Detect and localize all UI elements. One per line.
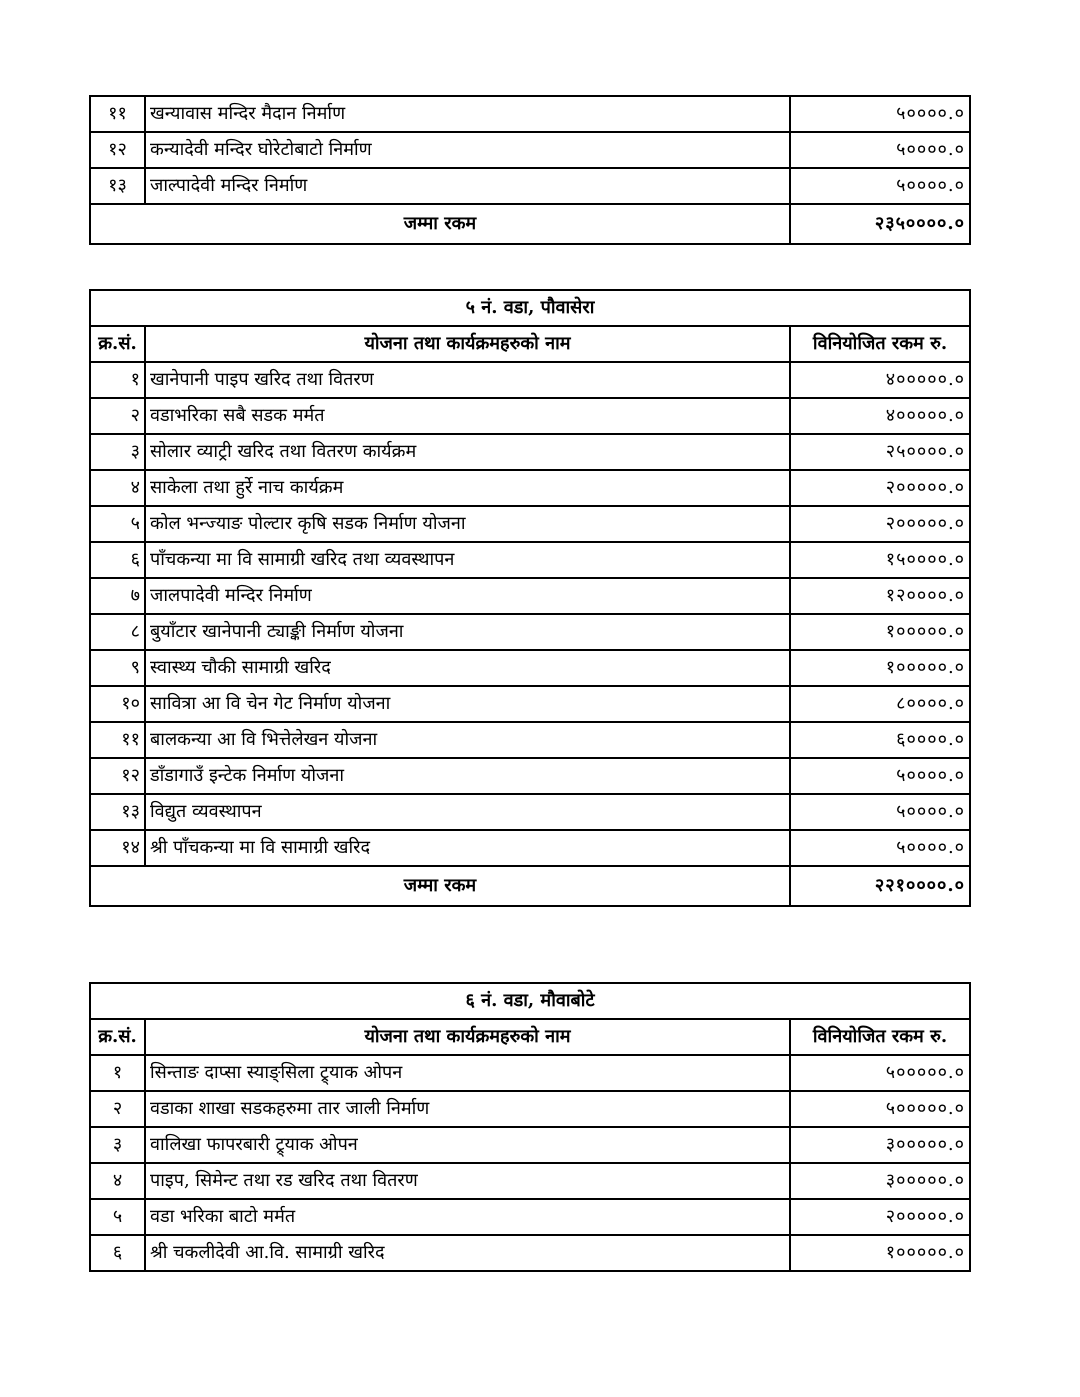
serial-number: १४ xyxy=(90,830,145,866)
project-name: विद्युत व्यवस्थापन xyxy=(145,794,790,830)
table-row xyxy=(90,132,970,168)
allocated-amount: ८००००.० xyxy=(790,686,970,722)
table-row xyxy=(90,362,970,398)
project-name: पाइप, सिमेन्ट तथा रड खरिद तथा वितरण xyxy=(145,1163,790,1199)
serial-number: २ xyxy=(90,398,145,434)
serial-number: १२ xyxy=(90,758,145,794)
header-serial: क्र.सं. xyxy=(90,1019,145,1055)
table-row xyxy=(90,506,970,542)
project-name: श्री पाँचकन्या मा वि सामाग्री खरिद xyxy=(145,830,790,866)
project-name: कन्यादेवी मन्दिर घोरेटोबाटो निर्माण xyxy=(145,132,790,168)
serial-number: ६ xyxy=(90,542,145,578)
allocated-amount: १०००००.० xyxy=(790,650,970,686)
total-label: जम्मा रकम xyxy=(90,866,790,906)
project-name: जालपादेवी मन्दिर निर्माण xyxy=(145,578,790,614)
table-header-row xyxy=(90,1019,970,1055)
allocated-amount: ५००००.० xyxy=(790,830,970,866)
serial-number: १ xyxy=(90,362,145,398)
ward-title: ६ नं. वडा, मौवाबोटे xyxy=(90,983,970,1019)
total-amount: २३५००००.० xyxy=(790,204,970,244)
serial-number: २ xyxy=(90,1091,145,1127)
project-name: जाल्पादेवी मन्दिर निर्माण xyxy=(145,168,790,204)
project-name: वडाभरिका सबै सडक मर्मत xyxy=(145,398,790,434)
allocated-amount: ५००००.० xyxy=(790,758,970,794)
allocated-amount: ३०००००.० xyxy=(790,1127,970,1163)
serial-number: १ xyxy=(90,1055,145,1091)
table-row xyxy=(90,1163,970,1199)
allocated-amount: ४०००००.० xyxy=(790,362,970,398)
header-amount: विनियोजित रकम रु. xyxy=(790,1019,970,1055)
allocated-amount: ५०००००.० xyxy=(790,1091,970,1127)
allocated-amount: ५००००.० xyxy=(790,132,970,168)
table-title-row xyxy=(90,983,970,1019)
allocated-amount: ५००००.० xyxy=(790,168,970,204)
serial-number: ११ xyxy=(90,722,145,758)
ward6-table xyxy=(89,982,971,1272)
allocated-amount: ४०००००.० xyxy=(790,398,970,434)
table-row xyxy=(90,1235,970,1271)
table-row xyxy=(90,434,970,470)
serial-number: ५ xyxy=(90,506,145,542)
project-name: साकेला तथा हुर्रे नाच कार्यक्रम xyxy=(145,470,790,506)
header-project-name: योजना तथा कार्यक्रमहरुको नाम xyxy=(145,326,790,362)
table-row xyxy=(90,686,970,722)
allocated-amount: १०००००.० xyxy=(790,1235,970,1271)
header-project-name: योजना तथा कार्यक्रमहरुको नाम xyxy=(145,1019,790,1055)
ward5-table xyxy=(89,289,971,907)
serial-number: ७ xyxy=(90,578,145,614)
serial-number: ४ xyxy=(90,470,145,506)
project-name: डाँडागाउँ इन्टेक निर्माण योजना xyxy=(145,758,790,794)
project-name: पाँचकन्या मा वि सामाग्री खरिद तथा व्यवस्थापन xyxy=(145,542,790,578)
project-name: सोलार व्याट्री खरिद तथा वितरण कार्यक्रम xyxy=(145,434,790,470)
allocated-amount: २०००००.० xyxy=(790,1199,970,1235)
header-serial: क्र.सं. xyxy=(90,326,145,362)
project-name: खन्यावास मन्दिर मैदान निर्माण xyxy=(145,96,790,132)
project-name: वालिखा फापरबारी ट्र्याक ओपन xyxy=(145,1127,790,1163)
table-row xyxy=(90,168,970,204)
project-name: वडा भरिका बाटो मर्मत xyxy=(145,1199,790,1235)
total-row xyxy=(90,204,970,244)
serial-number: ३ xyxy=(90,434,145,470)
allocated-amount: ५००००.० xyxy=(790,794,970,830)
project-name: श्री चकलीदेवी आ.वि. सामाग्री खरिद xyxy=(145,1235,790,1271)
table-title-row xyxy=(90,290,970,326)
table-row xyxy=(90,96,970,132)
project-name: बुयाँटार खानेपानी ट्याङ्की निर्माण योजना xyxy=(145,614,790,650)
table-row xyxy=(90,1091,970,1127)
serial-number: १३ xyxy=(90,168,145,204)
total-amount: २२१००००.० xyxy=(790,866,970,906)
project-name: वडाका शाखा सडकहरुमा तार जाली निर्माण xyxy=(145,1091,790,1127)
serial-number: ११ xyxy=(90,96,145,132)
table-row xyxy=(90,1127,970,1163)
project-name: खानेपानी पाइप खरिद तथा वितरण xyxy=(145,362,790,398)
serial-number: १० xyxy=(90,686,145,722)
serial-number: १३ xyxy=(90,794,145,830)
serial-number: ६ xyxy=(90,1235,145,1271)
table-row xyxy=(90,758,970,794)
table-row xyxy=(90,1055,970,1091)
allocated-amount: २०००००.० xyxy=(790,506,970,542)
project-name: स्वास्थ्य चौकी सामाग्री खरिद xyxy=(145,650,790,686)
table-row xyxy=(90,650,970,686)
serial-number: १२ xyxy=(90,132,145,168)
serial-number: ८ xyxy=(90,614,145,650)
table-row xyxy=(90,1199,970,1235)
allocated-amount: ६००००.० xyxy=(790,722,970,758)
allocated-amount: ५०००००.० xyxy=(790,1055,970,1091)
project-name: बालकन्या आ वि भित्तेलेखन योजना xyxy=(145,722,790,758)
allocated-amount: १०००००.० xyxy=(790,614,970,650)
allocated-amount: ३०००००.० xyxy=(790,1163,970,1199)
table-row xyxy=(90,542,970,578)
table-row xyxy=(90,830,970,866)
table-row xyxy=(90,398,970,434)
serial-number: ९ xyxy=(90,650,145,686)
ward-title: ५ नं. वडा, पौवासेरा xyxy=(90,290,970,326)
serial-number: ५ xyxy=(90,1199,145,1235)
project-name: सिन्ताङ दाप्सा स्याङ्सिला ट्र्याक ओपन xyxy=(145,1055,790,1091)
total-row xyxy=(90,866,970,906)
table-row xyxy=(90,614,970,650)
serial-number: ३ xyxy=(90,1127,145,1163)
allocated-amount: १२००००.० xyxy=(790,578,970,614)
serial-number: ४ xyxy=(90,1163,145,1199)
total-label: जम्मा रकम xyxy=(90,204,790,244)
ward4-continued-table xyxy=(89,95,971,245)
allocated-amount: २०००००.० xyxy=(790,470,970,506)
table-row xyxy=(90,794,970,830)
header-amount: विनियोजित रकम रु. xyxy=(790,326,970,362)
table-row xyxy=(90,470,970,506)
allocated-amount: २५००००.० xyxy=(790,434,970,470)
table-row xyxy=(90,722,970,758)
allocated-amount: १५००००.० xyxy=(790,542,970,578)
project-name: कोल भन्ज्याङ पोल्टार कृषि सडक निर्माण योजना xyxy=(145,506,790,542)
allocated-amount: ५००००.० xyxy=(790,96,970,132)
table-header-row xyxy=(90,326,970,362)
project-name: सावित्रा आ वि चेन गेट निर्माण योजना xyxy=(145,686,790,722)
table-row xyxy=(90,578,970,614)
